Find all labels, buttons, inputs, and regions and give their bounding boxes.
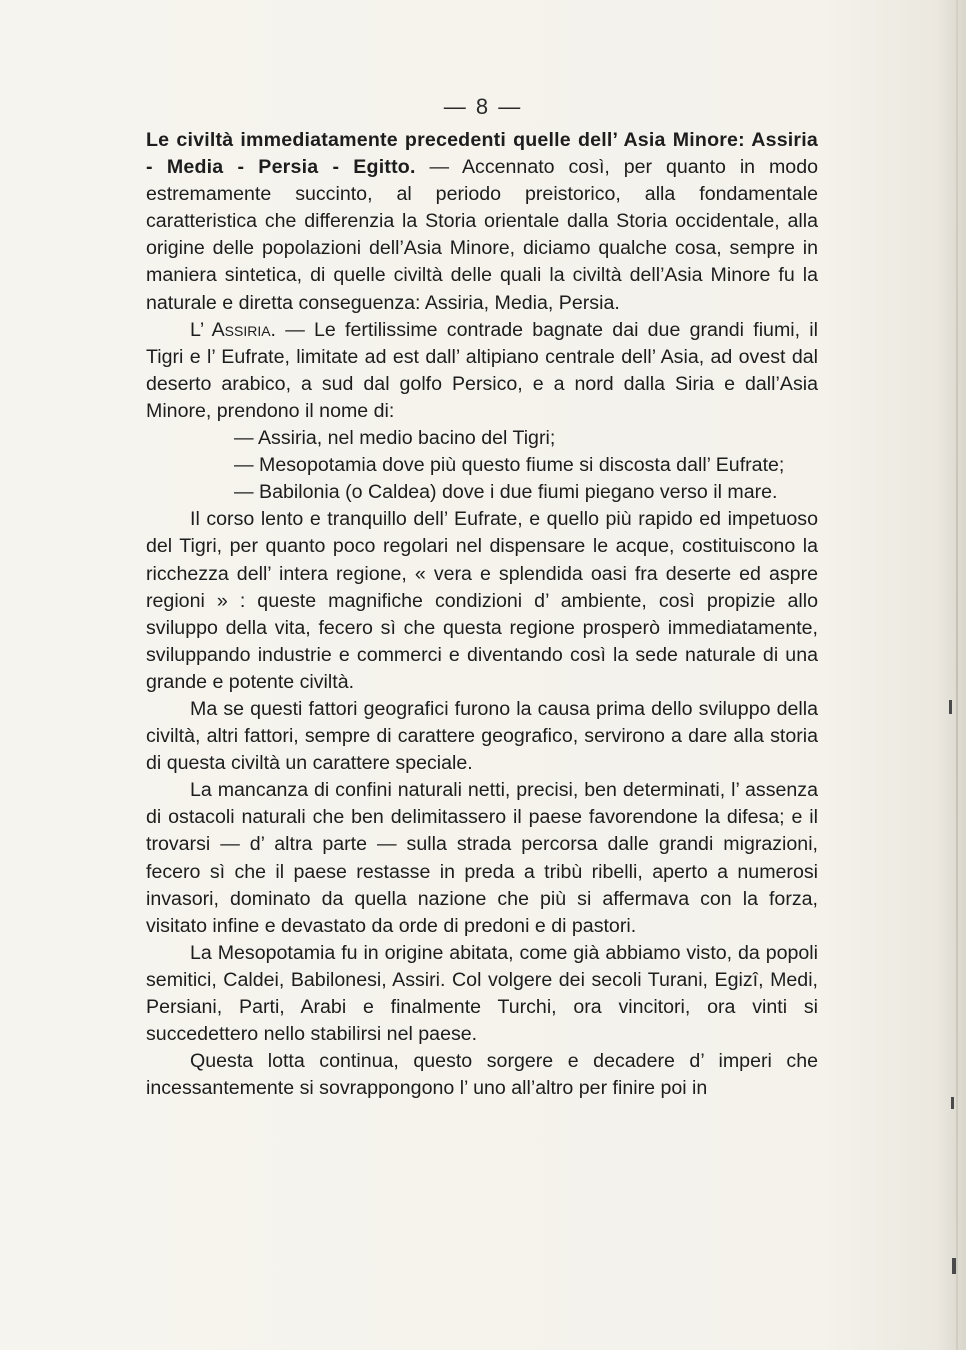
paragraph: Questa lotta continua, questo sorgere e decadere d’ imperi che incessantemente si sovrappongono l’ uno all’altro per finire poi in — [146, 1050, 818, 1100]
paragraph: La Mesopotamia fu in origine abitata, come già abbiamo visto, da popoli semitici, Caldei, Babilonesi, Assiri. Col volgere dei secoli Turani, Egizî, Medi, Persiani, Parti, Arabi e finalmente Turchi, ora vincitori, ora vinti si succedettero nello stabilirsi nel paese. — [146, 941, 818, 1046]
paragraph: La mancanza di confini naturali netti, precisi, ben determinati, l’ assenza di ostacoli naturali che ben delimitassero il paese favorendone la difesa; e il trovarsi — d’ altra parte — sulla strada percorsa dalle grandi migrazioni, fecero sì che il paese restasse in preda a tribù ribelli, aperto a numerosi invasori, dominato da quella nazione che più si affermava con la forza, visitato infine e devastato da orde di predoni e di pastori. — [146, 779, 818, 937]
section-intro: — Accennato così, per quanto in modo estremamente succinto, al periodo preistorico, alla fondamentale caratteristica che differenzia la Storia orientale dalla Storia occidentale, alla origine delle popolazioni dell’Asia Minore, diciamo qualche cosa, sempre in maniera sintetica, di quelle civiltà delle quali la civiltà dell’Asia Minore fu la naturale e diretta conseguenza: Assiria, Media, Persia. — [146, 156, 818, 314]
paragraph: Ma se questi fattori geografici furono la causa prima dello sviluppo della civiltà, altri fattori, sempre di carattere geografico, servirono a dare alla storia di questa civiltà un carattere speciale. — [146, 697, 818, 775]
region-item-mesopotamia: — Mesopotamia dove più questo fiume si discosta dall’ Eufrate; — [234, 454, 785, 477]
assiria-paragraph — [146, 317, 818, 425]
region-item-assiria: — Assiria, nel medio bacino del Tigri; — [234, 427, 556, 450]
region-item-babilonia: — Babilonia (o Caldea) dove i due fiumi piegano verso il mare. — [234, 481, 778, 504]
scan-mark — [949, 700, 952, 714]
scan-mark — [952, 1258, 956, 1274]
assiria-label: L’ Assiria. — [190, 318, 276, 341]
section-heading: Le civiltà immediatamente precedenti quelle dell’ Asia Minore: Assiria - Media - Persia - Egitto. — [146, 129, 818, 179]
assiria-text: — Le fertilissime contrade bagnate dai due grandi fiumi, il Tigri e l’ Eufrate, limitate ad est dall’ altipiano centrale dell’ Asia, ad ovest dal deserto arabico, a sud dal golfo Persico, e a nord dalla Siria e dall’Asia Minore, prendono il nome di: — [146, 318, 818, 422]
section-paragraph — [146, 127, 818, 317]
page-number: — 8 — — [443, 94, 523, 119]
page-edge-shadow — [956, 0, 958, 1350]
paragraph: Il corso lento e tranquillo dell’ Eufrate, e quello più rapido ed impetuoso del Tigri, per quanto poco regolari nel dispensare le acque, costituiscono la ricchezza dell’ intera regione, « vera e splendida oasi fra deserte ed aspre regioni » : queste magnifiche condizioni d’ ambiente, così propizie allo sviluppo della vita, fecero sì che questa regione prosperò immediatamente, sviluppando industrie e commerci e diventando così la sede naturale di una grande e potente civiltà. — [146, 508, 818, 693]
body-text — [146, 127, 818, 1102]
scan-mark — [951, 1097, 954, 1109]
